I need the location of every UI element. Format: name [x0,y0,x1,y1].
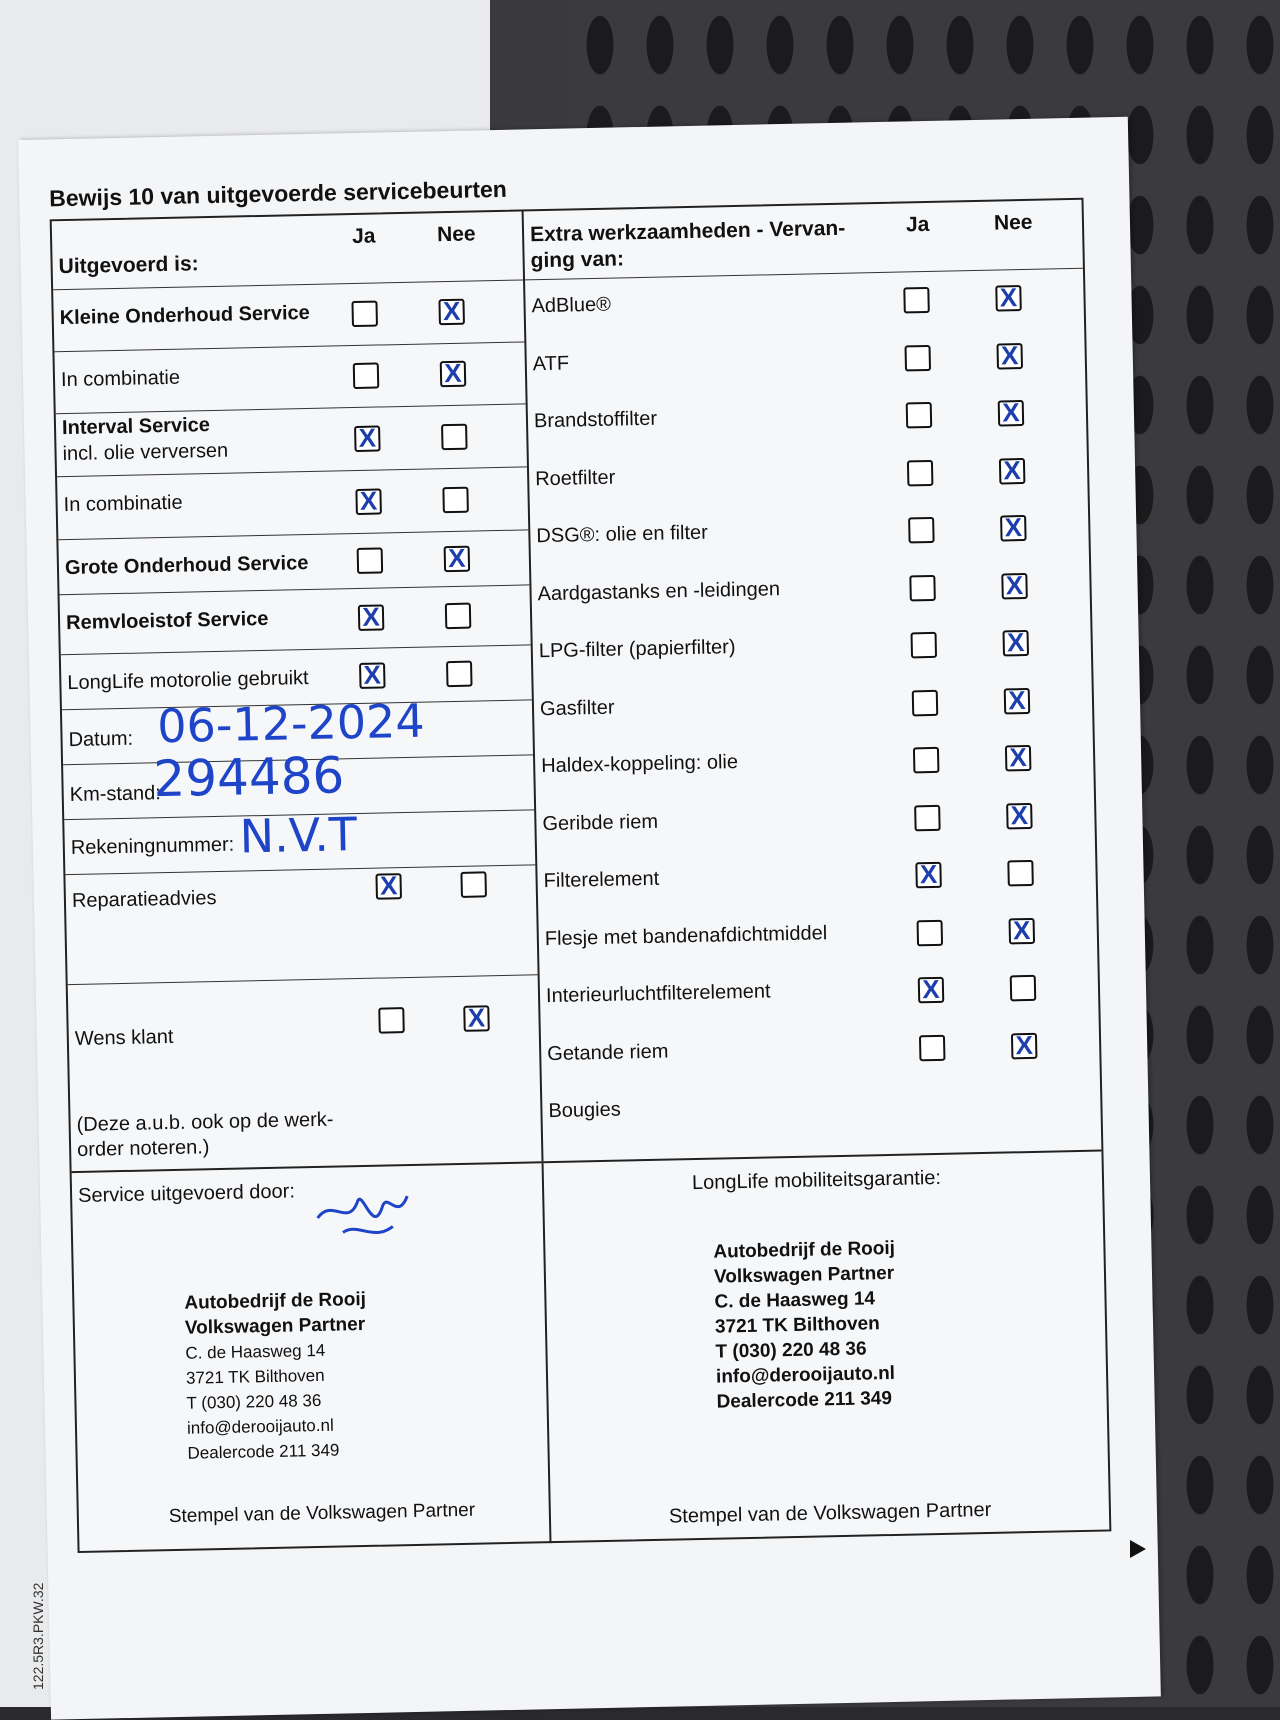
stamp-footer-left: Stempel van de Volkswagen Partner [168,1499,476,1528]
left-header-row [52,211,523,290]
stamp-left-phone: T (030) 220 48 36 [186,1390,322,1413]
left-row-ja-checkbox[interactable]: X [355,488,382,515]
left-row-nee-checkbox[interactable] [445,603,472,630]
left-row [56,403,527,477]
right-row-ja-checkbox[interactable] [914,804,941,831]
wens-nee-checkbox[interactable]: X [463,1005,490,1032]
right-column [524,200,1102,1161]
note-line-2: order noteren.) [76,1136,210,1161]
left-row-label: In combinatie [60,366,181,392]
right-row-ja-checkbox[interactable] [913,747,940,774]
right-row-ja-checkbox[interactable] [917,919,944,946]
right-row-ja-checkbox[interactable] [906,402,933,429]
left-row-label: LongLife motorolie gebruikt [67,667,309,695]
page-title: Bewijs 10 van uitgevoerde servicebeurten [48,175,508,212]
stamp-right-partner: Volkswagen Partner [713,1262,895,1288]
right-row-ja-checkbox[interactable] [912,689,939,716]
stamp-right [713,1236,898,1415]
left-row-ja-checkbox[interactable] [357,547,384,574]
right-row-label: Interieurluchtfilterelement [545,980,771,1008]
wens-row [68,974,542,1171]
right-row-nee-checkbox[interactable]: X [1004,687,1031,714]
left-row [60,584,531,655]
left-row-ja-checkbox[interactable] [351,301,378,328]
longlife-label: LongLife mobiliteitsgarantie: [691,1166,942,1195]
reparatie-label: Reparatieadvies [71,887,217,913]
km-handwritten: 294486 [152,746,345,809]
left-header-label: Uitgevoerd is: [58,252,199,279]
stamp-right-dealer: Dealercode 211 349 [716,1387,893,1413]
left-column [52,211,544,1171]
right-row-ja-checkbox[interactable] [903,287,930,314]
right-row-label: ATF [532,352,570,375]
right-row-label: Filterelement [543,867,660,893]
side-code: 122.5R3.PKW.32 [30,1582,46,1690]
service-by-label: Service uitgevoerd door: [77,1180,296,1207]
stamp-right-phone: T (030) 220 48 36 [715,1338,867,1363]
right-row-label: Bougies [548,1098,621,1123]
datum-label: Datum: [68,727,134,752]
right-row-ja-checkbox[interactable] [908,517,935,544]
right-row-nee-checkbox[interactable]: X [1006,802,1033,829]
stamp-left-partner: Volkswagen Partner [184,1313,366,1339]
left-row-nee-checkbox[interactable] [442,486,469,513]
wens-label: Wens klant [74,1025,174,1051]
right-row-ja-checkbox[interactable]: X [915,862,942,889]
right-row-nee-checkbox[interactable]: X [1011,1032,1038,1059]
left-row [54,341,525,414]
wens-ja-checkbox[interactable] [378,1007,405,1034]
right-row-nee-checkbox[interactable]: X [1009,917,1036,944]
right-row-nee-checkbox[interactable] [1010,975,1037,1002]
right-row-nee-checkbox[interactable]: X [995,285,1022,312]
left-row-nee-checkbox[interactable]: X [444,545,471,572]
right-row-ja-checkbox[interactable] [904,344,931,371]
right-row-ja-checkbox[interactable] [911,632,938,659]
right-row-nee-checkbox[interactable]: X [998,400,1025,427]
left-row-nee-checkbox[interactable]: X [440,361,467,388]
stamp-right-name: Autobedrijf de Rooij [713,1237,896,1263]
left-row [53,279,524,352]
stamp-right-street: C. de Haasweg 14 [714,1288,876,1313]
right-row-nee-checkbox[interactable]: X [999,457,1026,484]
rekening-handwritten: N.V.T [239,807,358,864]
right-row-nee-checkbox[interactable]: X [1005,745,1032,772]
right-row-ja-checkbox[interactable] [909,574,936,601]
left-row-ja-checkbox[interactable]: X [358,604,385,631]
right-row-label: DSG®: olie en filter [536,521,709,548]
left-header-ja: Ja [351,224,376,249]
left-row-nee-checkbox[interactable] [441,423,468,450]
right-header-nee: Nee [993,210,1033,235]
right-header-row [524,200,1083,281]
left-row-label: Remvloeistof Service [65,607,269,635]
left-row-label: Kleine Onderhoud Service [59,301,310,330]
right-row-label: Getande riem [547,1040,669,1065]
next-page-arrow-icon[interactable] [1130,1540,1146,1558]
right-row-label: Geribde riem [542,810,659,835]
right-header-ja: Ja [905,212,930,237]
right-row-ja-checkbox[interactable] [919,1034,946,1061]
right-header-label-1: Extra werkzaamheden - Vervan- [529,216,846,247]
stamp-footer-right: Stempel van de Volkswagen Partner [668,1498,992,1528]
right-row-label: LPG-filter (papierfilter) [538,636,736,663]
left-header-nee: Nee [436,222,476,247]
stamp-left [184,1287,369,1466]
right-row-nee-checkbox[interactable]: X [1000,515,1027,542]
service-booklet-page [18,117,1161,1720]
bottom-section [72,1150,1110,1553]
km-label: Km-stand: [69,782,162,807]
stamp-left-name: Autobedrijf de Rooij [184,1288,367,1314]
right-row-label: Brandstoffilter [533,407,658,433]
right-row-label: Flesje met bandenafdichtmiddel [544,921,828,950]
left-row-sublabel: incl. olie verversen [62,439,229,466]
left-row-ja-checkbox[interactable] [353,362,380,389]
right-row-label: Aardgastanks en -leidingen [537,577,781,605]
left-row-label: Interval Service [61,414,211,440]
left-row-label: Grote Onderhoud Service [64,552,309,580]
left-row-ja-checkbox[interactable]: X [359,662,386,689]
rekening-label: Rekeningnummer: [70,833,235,860]
left-row-nee-checkbox[interactable]: X [438,299,465,326]
signature-icon [312,1176,413,1248]
right-header-label-2: ging van: [530,247,625,273]
left-row-label: In combinatie [63,491,183,517]
right-row-label: Roetfilter [534,466,616,490]
reparatie-ja-checkbox[interactable]: X [375,873,402,900]
left-row-ja-checkbox[interactable]: X [354,425,381,452]
stamp-left-dealer: Dealercode 211 349 [187,1440,340,1463]
datum-handwritten: 06-12-2024 [156,693,426,754]
stamp-left-street: C. de Haasweg 14 [185,1340,326,1363]
right-row-label: Haldex-koppeling: olie [540,751,739,778]
stamp-left-email: info@derooijauto.nl [186,1415,334,1438]
stamp-left-city: 3721 TK Bilthoven [185,1365,325,1388]
left-row [57,466,528,540]
stamp-right-email: info@derooijauto.nl [715,1362,896,1388]
reparatie-row [65,864,537,985]
right-row-nee-checkbox[interactable]: X [1002,630,1029,657]
right-row-nee-checkbox[interactable] [1007,860,1034,887]
right-row-label: Gasfilter [539,696,615,720]
reparatie-nee-checkbox[interactable] [460,871,487,898]
note-line-1: (Deze a.u.b. ook op de werk- [76,1108,334,1136]
service-form [50,198,1112,1553]
right-row-ja-checkbox[interactable] [907,459,934,486]
left-row-nee-checkbox[interactable] [446,660,473,687]
right-row-ja-checkbox[interactable]: X [918,977,945,1004]
right-row-label: AdBlue® [531,293,612,318]
service-by-box [72,1163,552,1553]
right-row-nee-checkbox[interactable]: X [996,343,1023,370]
stamp-right-city: 3721 TK Bilthoven [714,1313,880,1338]
right-row-nee-checkbox[interactable]: X [1001,572,1028,599]
right-row [542,1073,1101,1142]
background-strip [490,0,570,150]
